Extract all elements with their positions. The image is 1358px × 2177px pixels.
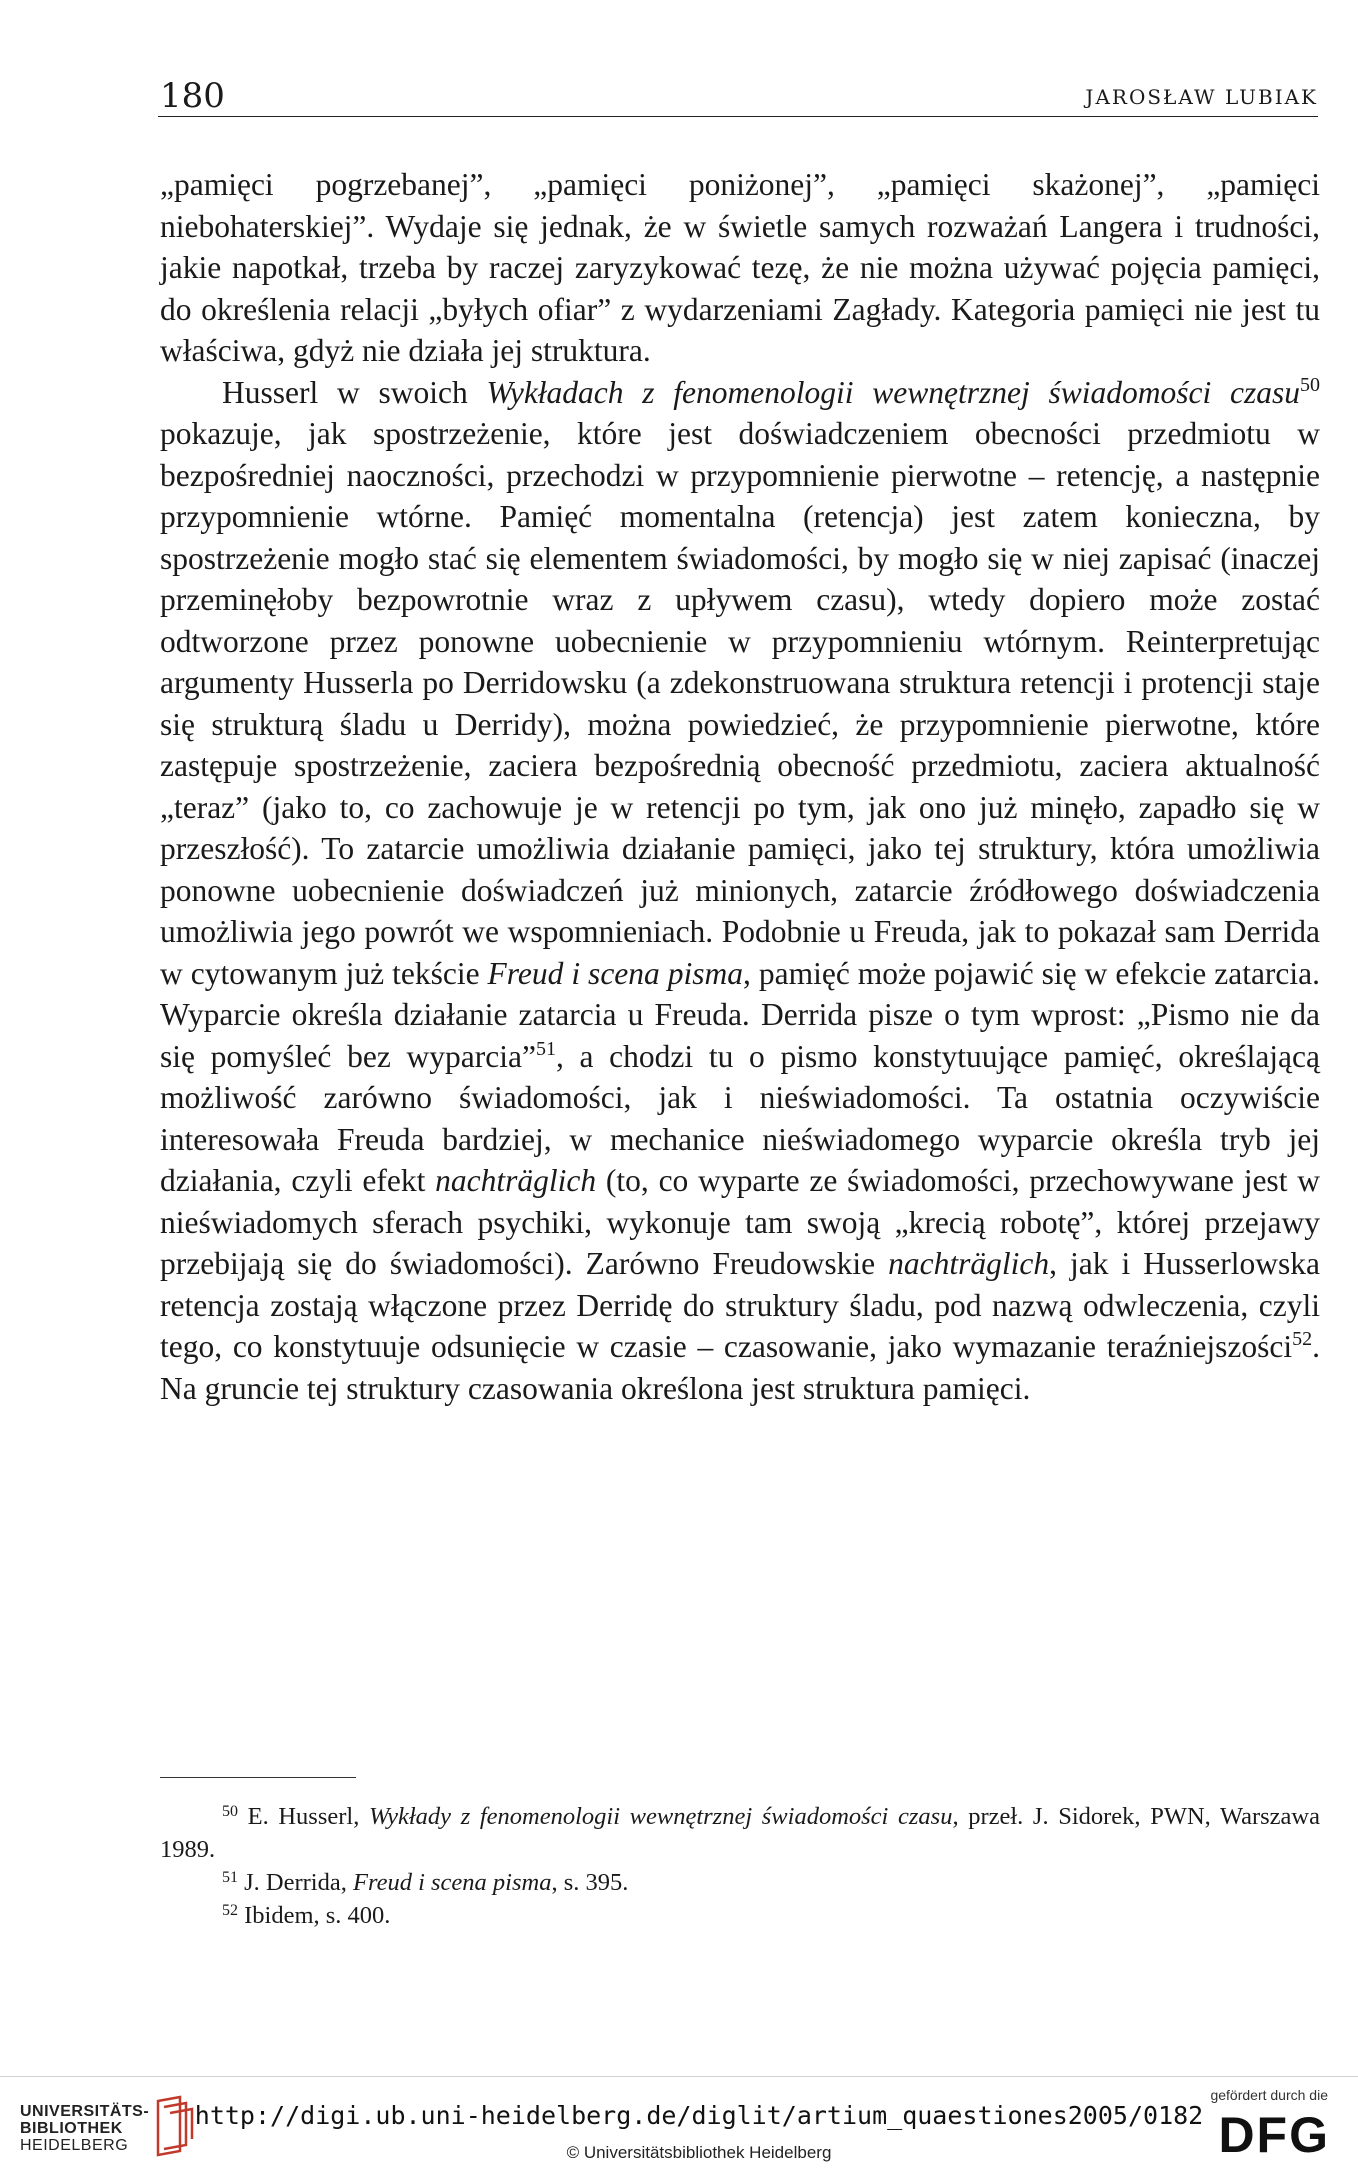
digitization-footer [0,2076,1358,2177]
body-text [160,164,1320,1409]
text-run: , a chodzi tu o pismo konstytuujące pamięć, określającą możliwość zarówno świadomości, jak i nieświadomości. Ta ostatnia oczywiście interesowała Freuda bardziej, w mechanice nieświadomego wyparcie określa tryb jej działania, czyli efekt [160,1038,1321,1198]
text-run: Husserl w swoich [222,374,487,410]
text-run: . Na gruncie tej struktury czasowania określona jest struktura pamięci. [160,1329,1320,1406]
footnote-number: 51 [222,1869,238,1886]
footnote-title-italic: Wykłady z fenomenologii wewnętrznej świadomości czasu [368,1803,953,1830]
footnote-divider [160,1777,356,1778]
footnote-number: 52 [222,1902,238,1919]
page-number: 180 [160,76,225,116]
footnote-text: E. Husserl, [238,1803,369,1830]
footnote-text: , przeł. J. Sidorek, PWN, Warszawa 1989. [160,1803,1320,1863]
paragraph-2 [160,372,1320,1410]
footnote-ref-52[interactable]: 52 [1292,1328,1313,1350]
term-italic: nachträglich [888,1246,1050,1281]
text-run: , jak i Husserlowska retencja zostają włączone przez Derridę do struktury śladu, pod nazwą odwleczenia, czyli tego, co konstytuuje odsunięcie w czasie – czasowanie, jako wymazanie teraźniejszości [160,1246,1321,1364]
footnote-number: 50 [222,1803,238,1820]
footnote-text: J. Derrida, [238,1869,353,1896]
running-title: JAROSŁAW LUBIAK [1085,85,1318,109]
footnote-52 [160,1899,1320,1932]
library-name-line: BIBLIOTHEK [20,2120,123,2137]
library-name-line: HEIDELBERG [20,2137,129,2154]
permalink-url[interactable]: http://digi.ub.uni-heidelberg.de/diglit/artium_quaestiones2005/0182 [194,2101,1204,2130]
term-italic: nachträglich [435,1163,597,1198]
book-title-italic: Wykładach z fenomenologii wewnętrznej świadomości czasu [486,374,1300,410]
footnote-ref-50[interactable]: 50 [1300,373,1320,396]
footnotes [160,1800,1320,1932]
text-run: (to, co wyparte ze świadomości, przechowywane jest w nieświadomych sferach psychiki, wykonuje tam swoją „krecią robotę”, której przejawy przebijają się do świadomości). Zarówno Freudowskie [160,1163,1320,1281]
footnote-text: Ibidem, s. 400. [238,1902,391,1929]
library-name-line: UNIVERSITÄTS- [20,2103,150,2120]
copyright-notice: © Universitätsbibliothek Heidelberg [566,2143,832,2162]
running-head [158,76,1318,117]
footnote-51 [160,1866,1320,1899]
footnote-text: , s. 395. [551,1869,629,1896]
text-run: , pamięć może pojawić się w efekcie zatarcia. Wyparcie określa działanie zatarcia u Freuda. Derrida pisze o tym wprost: „Pismo nie da się pomyśleć bez wyparcia” [160,955,1321,1074]
funder-note: gefördert durch die [1210,2087,1328,2103]
text-run: pokazuje, jak spostrzeżenie, które jest doświadczeniem obecności przedmiotu w bezpośredniej naoczności, przechodzi w przypomnienie pierwotne – retencję, a następnie przypomnienie wtórne. Pamięć momentalna (retencja) jest zatem konieczna, by spostrzeżenie mogło stać się elementem świadomości, by mogło się w niej zapisać (inaczej przeminęłoby bezpowrotnie wraz z upływem czasu), wtedy dopiero może zostać odtworzone przez ponowne uobecnienie w przypomnieniu wtórnym. Reinterpretując argumenty Husserla po Derridowsku (a zdekonstruowana struktura retencji i protencji staje się strukturą śladu u Derridy), można powiedzieć, że przypomnienie pierwotne, które zastępuje spostrzeżenie, zaciera bezpośrednią obecność przedmiotu, zaciera aktualność „teraz” (jako to, co zachowuje je w retencji po tym, jak ono już minęło, zapadło się w przeszłość). To zatarcie umożliwia działanie pamięci, jako tej struktury, która umożliwia ponowne uobecnienie doświadczeń już minionych, zatarcie źródłowego doświadczenia umożliwia jego powrót we wspomnieniach. Podobnie u Freuda, jak to pokazał sam Derrida w cytowanym już tekście [160,416,1320,991]
footnote-ref-51[interactable]: 51 [535,1037,556,1060]
dfg-logo[interactable]: DFG [1218,2107,1330,2163]
paragraph-1: „pamięci pogrzebanej”, „pamięci poniżonej”, „pamięci skażonej”, „pamięci niebohaterskiej”. Wydaje się jednak, że w świetle samych rozważań Langera i trudności, jakie napotkał, trzeba by raczej zaryzykować tezę, że nie można używać pojęcia pamięci, do określenia relacji „byłych ofiar” z wydarzeniami Zagłady. Kategoria pamięci nie jest tu właściwa, gdyż nie działa jej struktura. [160,167,1320,368]
footnote-50 [160,1800,1320,1866]
book-title-italic: Freud i scena pisma [487,955,744,991]
footnote-title-italic: Freud i scena pisma [352,1869,552,1896]
